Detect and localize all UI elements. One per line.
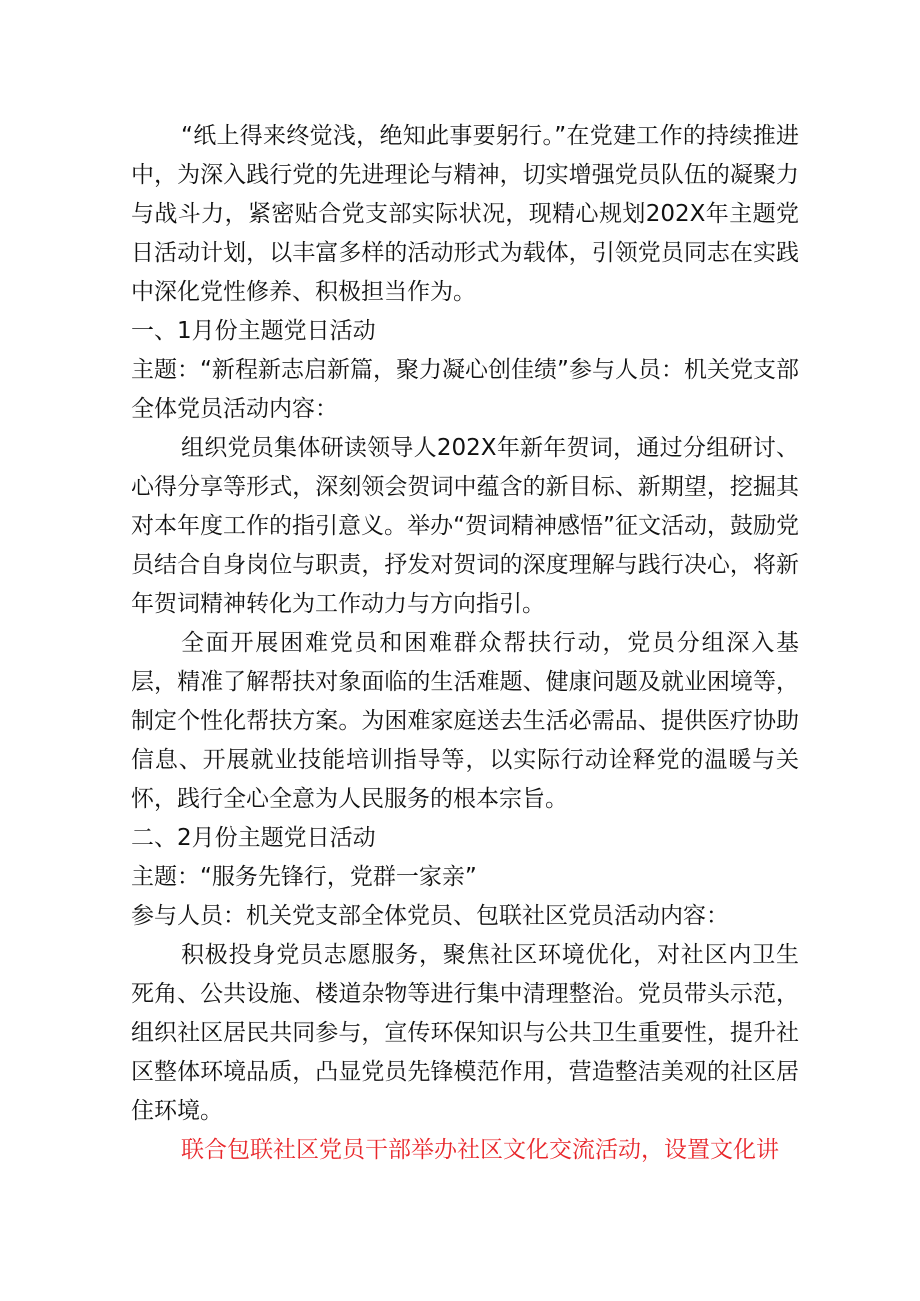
section-2-heading: 二、2月份主题党日活动 [131, 825, 376, 851]
section-2-paragraph-2-highlighted: 联合包联社区党员干部举办社区文化交流活动，设置文化讲 [181, 1137, 779, 1163]
section-1-theme: 主题：“新程新志启新篇，聚力凝心创佳绩”参与人员：机关党支部全体党员活动内容： [131, 357, 799, 422]
section-2-paragraph-1: 积极投身党员志愿服务，聚焦社区环境优化，对社区内卫生死角、公共设施、楼道杂物等进行集中清理整治。党员带头示范，组织社区居民共同参与，宣传环保知识与公共卫生重要性，提升社区整体环境品质，凸显党员先锋模范作用，营造整洁美观的社区居住环境。 [131, 942, 799, 1124]
document-body [131, 117, 799, 1170]
section-1-paragraph-1: 组织党员集体研读领导人202X年新年贺词，通过分组研讨、心得分享等形式，深刻领会贺词中蕴含的新目标、新期望，挖掘其对本年度工作的指引意义。举办“贺词精神感悟”征文活动，鼓励党员结合自身岗位与职责，抒发对贺词的深度理解与践行决心，将新年贺词精神转化为工作动力与方向指引。 [131, 435, 799, 617]
section-2-participants: 参与人员：机关党支部全体党员、包联社区党员活动内容： [131, 903, 729, 929]
section-2-theme: 主题：“服务先锋行，党群一家亲” [131, 864, 477, 890]
intro-paragraph: “纸上得来终觉浅，绝知此事要躬行。”在党建工作的持续推进中，为深入践行党的先进理论与精神，切实增强党员队伍的凝聚力与战斗力，紧密贴合党支部实际状况，现精心规划202X年主题党日活动计划，以丰富多样的活动形式为载体，引领党员同志在实践中深化党性修养、积极担当作为。 [131, 123, 799, 305]
section-1-heading: 一、1月份主题党日活动 [131, 318, 376, 344]
section-1-paragraph-2: 全面开展困难党员和困难群众帮扶行动，党员分组深入基层，精准了解帮扶对象面临的生活难题、健康问题及就业困境等，制定个性化帮扶方案。为困难家庭送去生活必需品、提供医疗协助信息、开展就业技能培训指导等，以实际行动诠释党的温暖与关怀，践行全心全意为人民服务的根本宗旨。 [131, 630, 799, 812]
